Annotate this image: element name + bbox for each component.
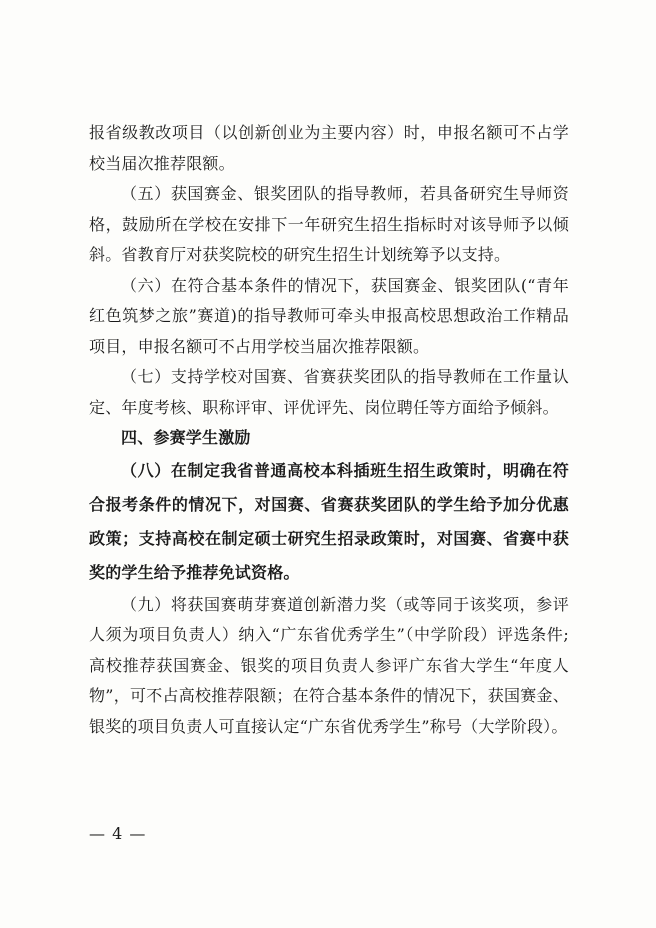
paragraph-item-8-bold: （八）在制定我省普通高校本科插班生招生政策时，明确在符合报考条件的情况下，对国赛、省赛获奖团队的学生给予加分优惠政策；支持高校在制定硕士研究生招录政策时，对国赛、省赛中获奖的学生给予推荐免试资格。 — [89, 460, 569, 582]
paragraph-item-9: （九）将获国赛萌芽赛道创新潜力奖（或等同于该奖项，参评人须为项目负责人）纳入“广东省优秀学生”（中学阶段）评选条件;高校推荐获国赛金、银奖的项目负责人参评广东省大学生“年度人物”，可不占高校推荐限额；在符合基本条件的情况下，获国赛金、银奖的项目负责人可直接认定“广东省优秀学生”称号（大学阶段）。 — [89, 594, 569, 736]
paragraph-item-6: （六）在符合基本条件的情况下，获国赛金、银奖团队(“青年红色筑梦之旅”赛道)的指导教师可牵头申报高校思想政治工作精品项目，申报名额可不占用学校当届次推荐限额。 — [89, 275, 569, 356]
paragraph-item-5: （五）获国赛金、银奖团队的指导教师，若具备研究生导师资格，鼓励所在学校在安排下一年研究生招生指标时对该导师予以倾斜。省教育厅对获奖院校的研究生招生计划统筹予以支持。 — [89, 184, 569, 264]
paragraph-continuation: 报省级教改项目（以创新创业为主要内容）时，申报名额可不占学校当届次推荐限额。 — [89, 123, 569, 173]
document-body — [89, 118, 569, 742]
section-heading: 四、参赛学生激励 — [121, 428, 251, 447]
page-number: — 4 — — [89, 824, 147, 843]
paragraph-item-7: （七）支持学校对国赛、省赛获奖团队的指导教师在工作量认定、年度考核、职称评审、评优评先、岗位聘任等方面给予倾斜。 — [89, 367, 569, 417]
